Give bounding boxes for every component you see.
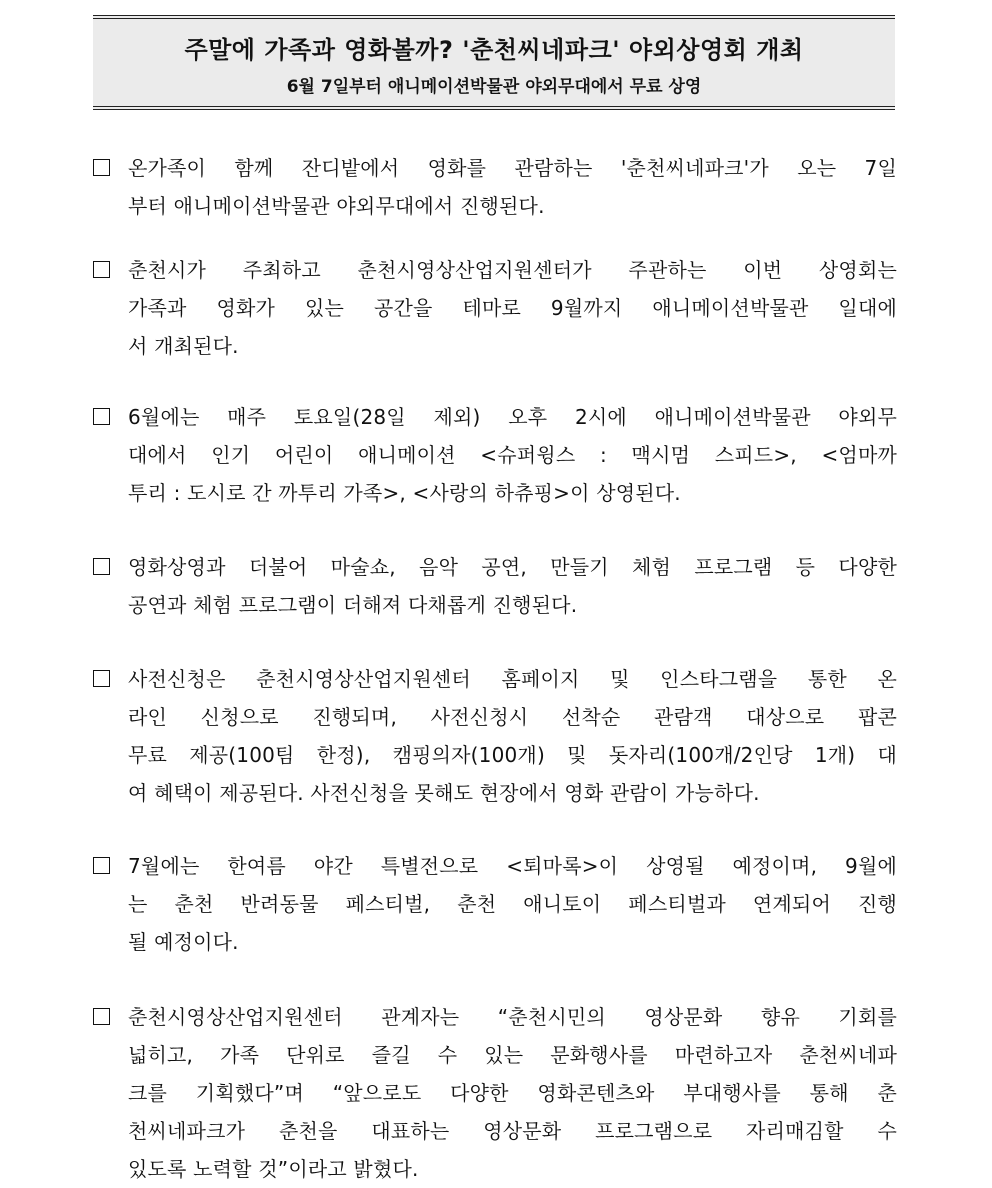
text-line: 라인 신청으로 진행되며, 사전신청시 선착순 관람객 대상으로 팝콘 xyxy=(128,705,897,729)
paragraph-2 xyxy=(93,251,897,365)
paragraph-1 xyxy=(93,149,897,225)
text-line: 대에서 인기 어린이 애니메이션 <슈퍼윙스 : 맥시멈 스피드>, <엄마까 xyxy=(128,443,897,467)
text-line: 는 춘천 반려동물 페스티벌, 춘천 애니토이 페스티벌과 연계되어 진행 xyxy=(128,892,897,916)
text-line: 공연과 체험 프로그램이 더해져 다채롭게 진행된다. xyxy=(128,593,578,617)
paragraph-7 xyxy=(93,998,897,1188)
paragraph-text xyxy=(128,998,897,1188)
top-rule xyxy=(93,15,895,16)
text-line: 넓히고, 가족 단위로 즐길 수 있는 문화행사를 마련하고자 춘천씨네파 xyxy=(128,1043,897,1067)
paragraph-text xyxy=(128,660,897,812)
paragraph-4 xyxy=(93,548,897,624)
checkbox-icon xyxy=(93,408,110,425)
paragraph-text xyxy=(128,149,897,225)
paragraph-3 xyxy=(93,398,897,512)
text-line: 크를 기획했다”며 “앞으로도 다양한 영화콘텐츠와 부대행사를 통해 춘 xyxy=(128,1081,897,1105)
paragraph-text xyxy=(128,251,897,365)
text-line: 될 예정이다. xyxy=(128,930,239,954)
checkbox-icon xyxy=(93,159,110,176)
text-line: 사전신청은 춘천시영상산업지원센터 홈페이지 및 인스타그램을 통한 온 xyxy=(128,667,897,691)
document-title: 주말에 가족과 영화볼까? '춘천씨네파크' 야외상영회 개최 xyxy=(184,36,804,64)
paragraph-text xyxy=(128,398,897,512)
text-line: 춘천시가 주최하고 춘천시영상산업지원센터가 주관하는 이번 상영회는 xyxy=(128,258,897,282)
bottom-rule-inner xyxy=(93,106,895,107)
text-line: 서 개최된다. xyxy=(128,334,239,358)
text-line: 가족과 영화가 있는 공간을 테마로 9월까지 애니메이션박물관 일대에 xyxy=(128,296,897,320)
document-subtitle: 6월 7일부터 애니메이션박물관 야외무대에서 무료 상영 xyxy=(286,77,702,97)
text-line: 무료 제공(100팀 한정), 캠핑의자(100개) 및 돗자리(100개/2인당 1개) 대 xyxy=(128,743,897,767)
bottom-rule xyxy=(93,109,895,110)
text-line: 춘천시영상산업지원센터 관계자는 “춘천시민의 영상문화 향유 기회를 xyxy=(128,1005,897,1029)
paragraph-text xyxy=(128,847,897,961)
checkbox-icon xyxy=(93,670,110,687)
text-line: 부터 애니메이션박물관 야외무대에서 진행된다. xyxy=(128,194,545,218)
paragraph-text xyxy=(128,548,897,624)
checkbox-icon xyxy=(93,261,110,278)
text-line: 6월에는 매주 토요일(28일 제외) 오후 2시에 애니메이션박물관 야외무 xyxy=(128,405,897,429)
text-line: 온가족이 함께 잔디밭에서 영화를 관람하는 '춘천씨네파크'가 오는 7일 xyxy=(128,156,897,180)
checkbox-icon xyxy=(93,857,110,874)
checkbox-icon xyxy=(93,558,110,575)
text-line: 영화상영과 더불어 마술쇼, 음악 공연, 만들기 체험 프로그램 등 다양한 xyxy=(128,555,897,579)
checkbox-icon xyxy=(93,1008,110,1025)
paragraph-5 xyxy=(93,660,897,812)
top-rule-inner xyxy=(93,18,895,19)
text-line: 천씨네파크가 춘천을 대표하는 영상문화 프로그램으로 자리매김할 수 xyxy=(128,1119,897,1143)
text-line: 있도록 노력할 것”이라고 밝혔다. xyxy=(128,1157,419,1181)
text-line: 여 혜택이 제공된다. 사전신청을 못해도 현장에서 영화 관람이 가능하다. xyxy=(128,781,760,805)
text-line: 7월에는 한여름 야간 특별전으로 <퇴마록>이 상영될 예정이며, 9월에 xyxy=(128,854,897,878)
paragraph-6 xyxy=(93,847,897,961)
text-line: 투리 : 도시로 간 까투리 가족>, <사랑의 하츄핑>이 상영된다. xyxy=(128,481,681,505)
